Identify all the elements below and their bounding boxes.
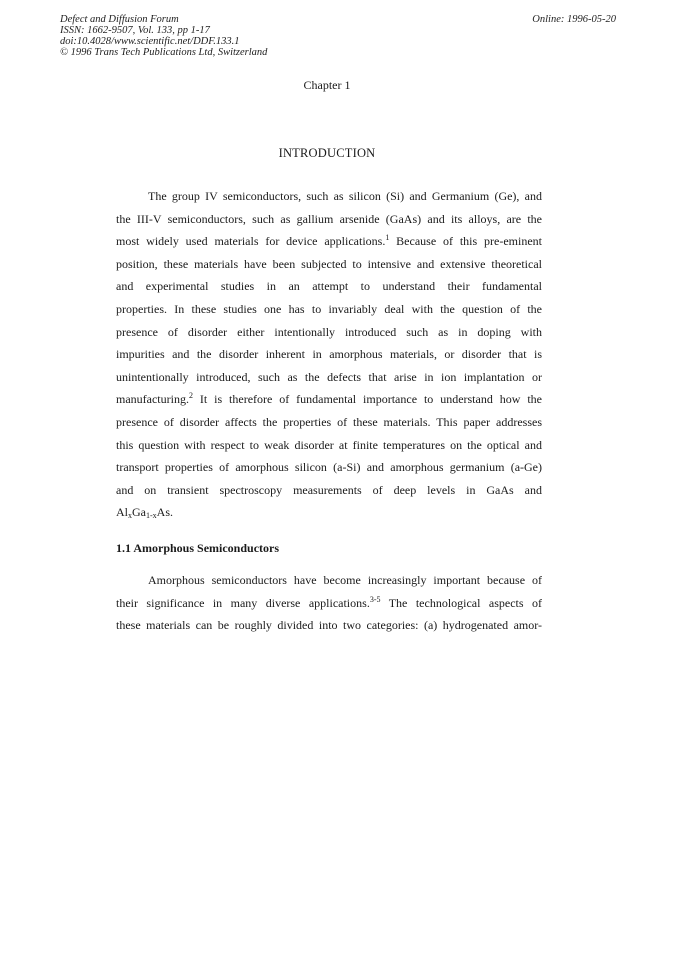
- text-line: this question with respect to weak disorder at finite temperatures on the optical and: [116, 437, 542, 452]
- text-run: It is therefore of fundamental importance to understand how the: [192, 392, 542, 407]
- issn-line: ISSN: 1662-9507, Vol. 133, pp 1-17: [60, 25, 210, 36]
- online-date: Online: 1996-05-20: [532, 14, 616, 25]
- text-line: and on transient spectroscopy measurements of deep levels in GaAs and: [116, 482, 542, 497]
- citation-superscript: 3-5: [369, 594, 381, 604]
- text-line: Amorphous semiconductors have become increasingly important because of: [148, 573, 542, 587]
- text-line: [116, 592, 542, 615]
- text-run: manufacturing.: [116, 392, 189, 407]
- text-line: position, these materials have been subjected to intensive and extensive theoretical: [116, 256, 542, 271]
- text-line: [116, 230, 542, 253]
- formula-run: Ga: [132, 505, 146, 520]
- journal-name: Defect and Diffusion Forum: [60, 14, 179, 25]
- formula-run: As.: [156, 505, 174, 520]
- text-run: The technological aspects of: [380, 595, 543, 610]
- subsection-title: 1.1 Amorphous Semiconductors: [116, 541, 280, 555]
- paragraph-amorphous: [116, 569, 542, 637]
- text-run: most widely used materials for device applications.: [116, 234, 386, 249]
- doi-line: doi:10.4028/www.scientific.net/DDF.133.1: [60, 36, 240, 47]
- text-line: impurities and the disorder inherent in amorphous materials, or disorder that is: [116, 347, 542, 362]
- text-line: presence of disorder either intentionally introduced such as in doping with: [116, 324, 542, 339]
- text-line: presence of disorder affects the properties of these materials. This paper addresses: [116, 414, 542, 429]
- text-line: properties. In these studies one has to invariably deal with the question of the: [116, 301, 542, 316]
- text-line: and experimental studies in an attempt to understand their fundamental: [116, 279, 542, 294]
- formula-subscript: 1-x: [146, 511, 157, 521]
- text-line: [116, 388, 542, 411]
- text-line: unintentionally introduced, such as the defects that arise in ion implantation or: [116, 369, 542, 384]
- text-line: the III-V semiconductors, such as gallium arsenide (GaAs) and its alloys, are the: [116, 211, 542, 226]
- text-line: transport properties of amorphous silicon (a-Si) and amorphous germanium (a-Ge): [116, 460, 542, 475]
- text-line: [116, 501, 542, 524]
- paragraph-introduction: [116, 185, 542, 524]
- citation-superscript: 1: [385, 233, 390, 243]
- formula-run: Al: [116, 505, 128, 520]
- text-line: these materials can be roughly divided into two categories: (a) hydrogenated amor-: [116, 618, 542, 633]
- page-header: [60, 14, 616, 58]
- section-title: INTRODUCTION: [278, 146, 376, 160]
- citation-superscript: 2: [188, 391, 193, 401]
- formula-subscript: x: [128, 511, 132, 521]
- text-run: their significance in many diverse applications.: [116, 595, 370, 610]
- chapter-label: Chapter 1: [303, 78, 351, 92]
- copyright-line: © 1996 Trans Tech Publications Ltd, Switzerland: [60, 47, 268, 58]
- text-line: The group IV semiconductors, such as silicon (Si) and Germanium (Ge), and: [148, 189, 542, 203]
- text-run: Because of this pre-eminent: [389, 234, 542, 249]
